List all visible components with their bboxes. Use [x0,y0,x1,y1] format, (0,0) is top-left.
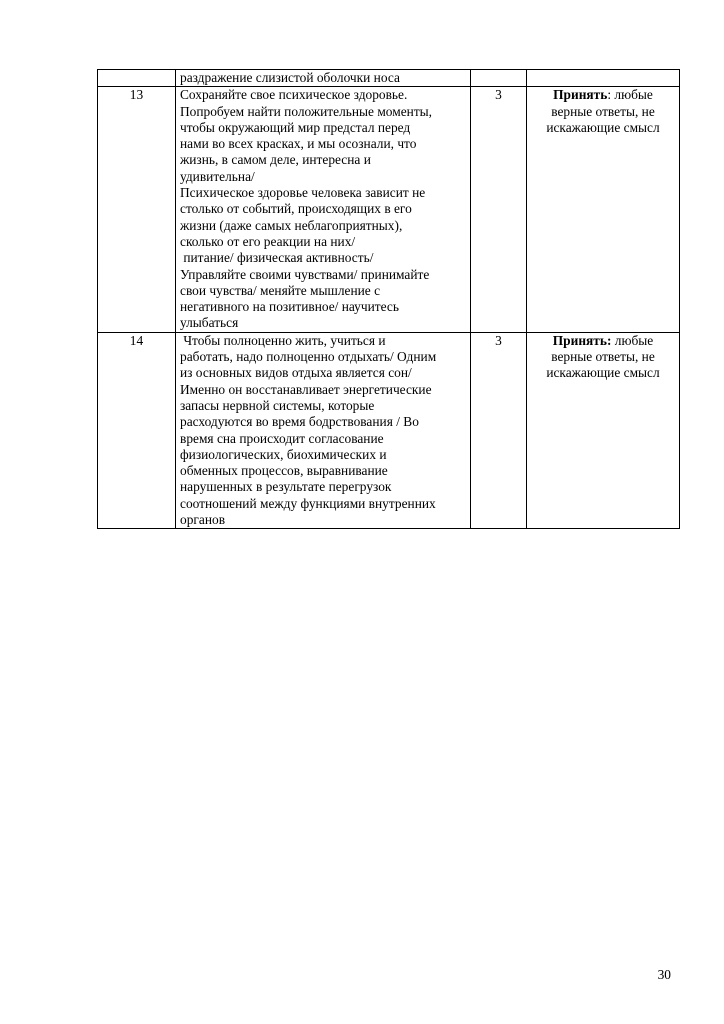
answer-line: жизнь, в самом деле, интересна и [180,152,371,168]
answer-line: физиологических, биохимических и [180,446,387,462]
answer-line: столько от событий, происходящих в его [180,201,412,217]
answer-line: Чтобы полноценно жить, учиться и [180,332,386,348]
criteria-cell [527,332,680,529]
number-cell: 13 [98,87,176,332]
criteria-line: верные ответы, не [551,103,655,119]
page-number: 30 [657,967,671,982]
table-row-13 [98,87,680,332]
answer-line: нами во всех красках, и мы осознали, что [180,136,417,152]
answer-line: негативного на позитивное/ научитесь [180,299,399,315]
answer-line: сколько от его реакции на них/ [180,233,356,249]
criteria-cell [527,87,680,332]
criteria-text: : любые [607,87,653,103]
answer-line: жизни (даже самых неблагоприятных), [180,217,403,233]
answer-line: соотношений между функциями внутренних [180,495,436,511]
number-cell: 14 [98,332,176,529]
score-cell: 3 [471,332,527,529]
answer-line: органов [180,512,226,528]
answer-line: улыбаться [180,315,239,331]
answer-line: обменных процессов, выравнивание [180,463,388,479]
answer-line: свои чувства/ меняйте мышление с [180,282,381,298]
answer-line: удивительна/ [180,168,255,184]
table-row-continuation [98,70,680,87]
answers-table [97,69,680,529]
answer-cell [176,87,471,332]
answer-line: из основных видов отдыха является сон/ [180,365,412,381]
answer-cell [176,70,471,87]
score-cell [471,70,527,87]
score-cell: 3 [471,87,527,332]
answer-line: Психическое здоровье человека зависит не [180,185,426,201]
answer-line: работать, надо полноценно отдыхать/ Одним [180,349,437,365]
answer-line: Управляйте своими чувствами/ принимайте [180,266,430,282]
answer-line: чтобы окружающий мир предстал перед [180,119,411,135]
answer-line: нарушенных в результате перегрузок [180,479,392,495]
criteria-line: искажающие смысл [546,365,660,381]
criteria-line: искажающие смысл [546,119,660,135]
criteria-lead: Принять: [552,332,612,348]
criteria-cell [527,70,680,87]
criteria-line [531,333,675,349]
answer-cell [176,332,471,529]
criteria-line [531,87,675,103]
answer-line: Попробуем найти положительные моменты, [180,103,433,119]
answer-line: время сна происходит согласование [180,430,384,446]
answer-line: Именно он восстанавливает энергетические [180,381,432,397]
criteria-line: верные ответы, не [551,349,655,365]
answer-line: Сохраняйте свое психическое здоровье. [180,87,408,103]
table-row-14 [98,332,680,529]
answer-line: расходуются во время бодрствования / Во [180,414,419,430]
criteria-lead: Принять [553,87,608,103]
number-cell [98,70,176,87]
criteria-text: любые [611,332,654,348]
answer-line: раздражение слизистой оболочки носа [180,70,400,85]
answer-line: питание/ физическая активность/ [180,250,374,266]
answer-line: запасы нервной системы, которые [180,397,375,413]
